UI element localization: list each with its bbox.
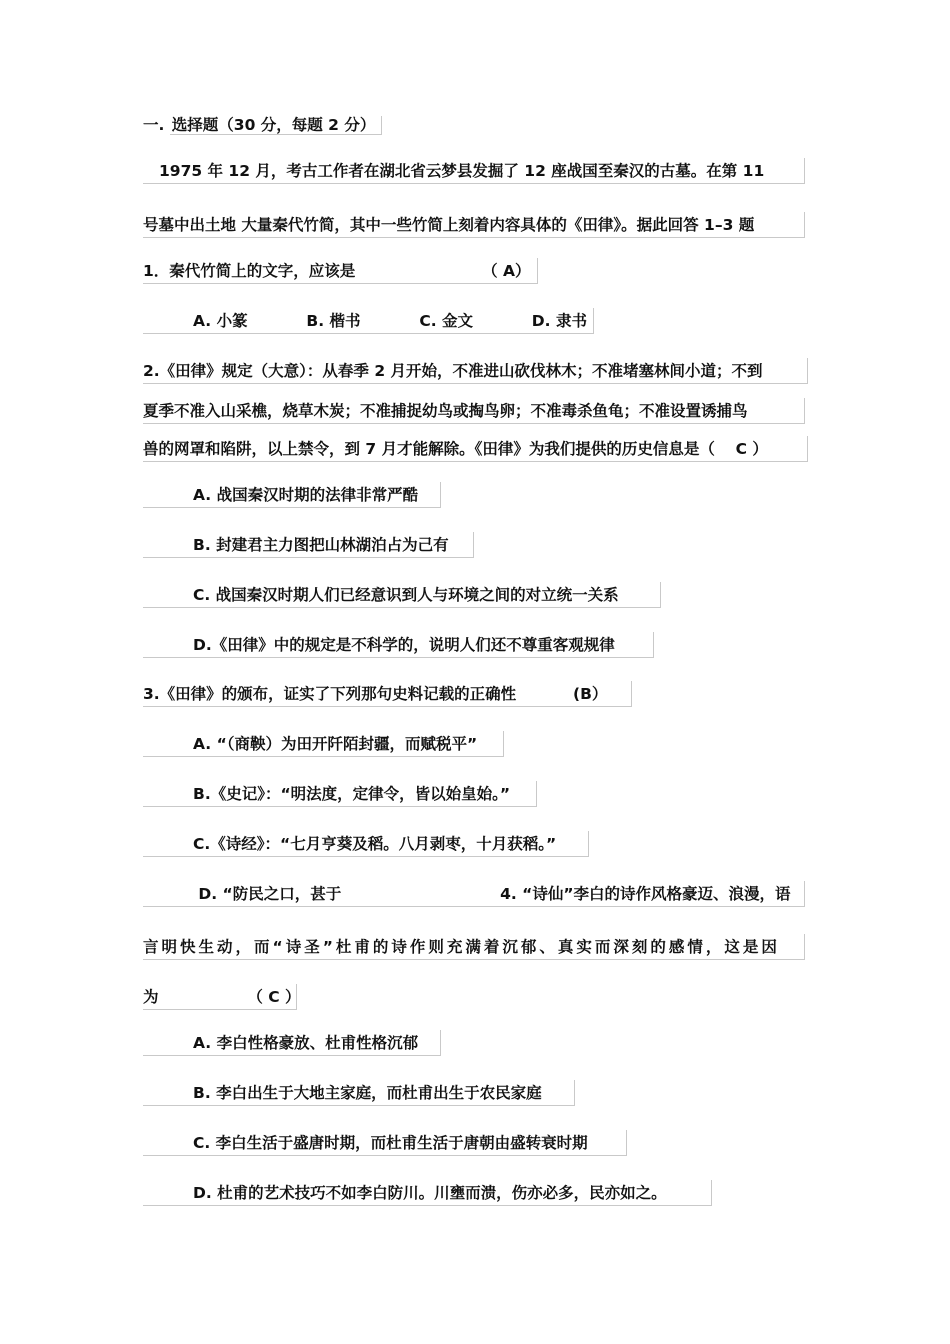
q4-option-b: B. 李白出生于大地主家庭，而杜甫出生于农民家庭 bbox=[143, 1080, 575, 1106]
q2-line-3 bbox=[143, 436, 808, 462]
q3-d-q4-line bbox=[143, 881, 805, 907]
q4-line-3 bbox=[143, 984, 301, 1010]
section-title: 选择题（30 分，每题 2 分） bbox=[170, 116, 383, 135]
q2-line-2: 夏季不准入山采樵，烧草木炭；不准捕捉幼鸟或掏鸟卵；不准毒杀鱼龟；不准设置诱捕鸟 bbox=[143, 398, 805, 424]
q1-option-d: D. 隶书 bbox=[531, 312, 587, 330]
q1-stem: 1．秦代竹简上的文字，应该是 bbox=[143, 262, 356, 280]
q3-option-a: A. “（商鞅）为田开阡陌封疆，而赋税平” bbox=[143, 731, 504, 757]
q2-answer: C ） bbox=[735, 440, 768, 458]
intro-line-1: 1975 年 12 月，考古工作者在湖北省云梦县发掘了 12 座战国至秦汉的古墓。在第 11 bbox=[143, 158, 805, 184]
section-prefix: 一. bbox=[143, 116, 165, 134]
q4-option-c: C. 李白生活于盛唐时期，而杜甫生活于唐朝由盛转衰时期 bbox=[143, 1130, 627, 1156]
q1-option-b: B. 楷书 bbox=[306, 312, 361, 330]
q2-option-d: D.《田律》中的规定是不科学的，说明人们还不尊重客观规律 bbox=[143, 632, 654, 658]
q1-option-a: A. 小篆 bbox=[193, 312, 248, 330]
q2-option-c: C. 战国秦汉时期人们已经意识到人与环境之间的对立统一关系 bbox=[143, 582, 661, 608]
q2-option-a: A. 战国秦汉时期的法律非常严酷 bbox=[143, 482, 441, 508]
q2-option-b: B. 封建君主力图把山林湖泊占为己有 bbox=[143, 532, 474, 558]
q3-option-d: D. “防民之口，甚于 bbox=[198, 885, 342, 903]
q3-answer: (B） bbox=[573, 685, 608, 703]
intro-line-2: 号墓中出土地 大量秦代竹简，其中一些竹简上刻着内容具体的《田律》。据此回答 1–3 题 bbox=[143, 212, 805, 238]
q3-option-b: B.《史记》：“明法度，定律令，皆以始皇始。” bbox=[143, 781, 537, 807]
q1-stem-line bbox=[143, 258, 538, 284]
q3-stem-line bbox=[143, 681, 632, 707]
q1-options bbox=[143, 308, 594, 334]
q2-line-3-text: 兽的网罩和陷阱，以上禁令，到 7 月才能解除。《田律》为我们提供的历史信息是（ bbox=[143, 440, 715, 458]
q1-answer: （ A） bbox=[482, 262, 531, 280]
q4-line-3-text: 为 bbox=[143, 988, 159, 1006]
q4-option-a: A. 李白性格豪放、杜甫性格沉郁 bbox=[143, 1030, 441, 1056]
q1-option-c: C. 金文 bbox=[419, 312, 473, 330]
q3-stem: 3.《田律》的颁布，证实了下列那句史料记载的正确性 bbox=[143, 685, 517, 703]
q4-answer: （ C ） bbox=[247, 988, 301, 1006]
q3-option-c: C.《诗经》：“七月亨葵及稻。八月剥枣，十月获稻。” bbox=[143, 831, 589, 857]
q4-line-2: 言明快生动，而“诗圣”杜甫的诗作则充满着沉郁、真实而深刻的感情，这是因 bbox=[143, 934, 805, 960]
q4-option-d: D. 杜甫的艺术技巧不如李白防川。川壅而溃，伤亦必多，民亦如之。 bbox=[143, 1180, 712, 1206]
q4-line-1: 4. “诗仙”李白的诗作风格豪迈、浪漫，语 bbox=[500, 885, 791, 903]
section-heading bbox=[143, 112, 384, 138]
q2-line-1: 2.《田律》规定（大意）：从春季 2 月开始，不准进山砍伐林木；不准堵塞林间小道；不到 bbox=[143, 358, 808, 384]
